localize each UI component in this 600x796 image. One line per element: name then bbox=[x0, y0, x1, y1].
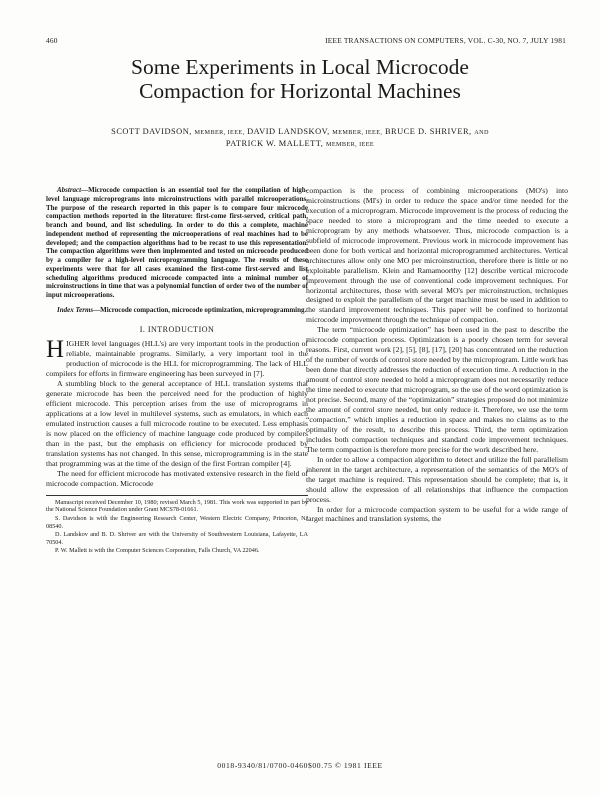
title-line-1: Some Experiments in Local Microcode bbox=[131, 55, 469, 79]
author-name: SCOTT DAVIDSON, bbox=[111, 127, 192, 136]
member-label: MEMBER, IEEE, bbox=[194, 129, 245, 136]
abstract-text: —Microcode compaction is an essential tool for the compilation of high-level language microprograms into microinstructions with parallel microoperations. The purpose of the research reported in this paper is to compare four microcode compaction methods reported in the literature: first-come first-served, critical path, branch and bound, and list scheduling. In order to do this a complete, machine independent method of representing the microoperations of real machines had to be developed; and the compaction algorithms had to be recast to use this representation. The compaction algorithms were then implemented and tested on microcode produced by a compiler for a high-level microprogramming language. The results of these experiments were that for all cases examined the first-come first-served and list scheduling algorithms produced microcode compacted into a minimal number of microinstructions in time that was a polynomial function of order two of the number of input microoperations. bbox=[46, 186, 308, 299]
right-column bbox=[306, 186, 568, 524]
abstract-label: Abstract bbox=[57, 186, 82, 194]
author-name: PATRICK W. MALLETT, bbox=[225, 139, 324, 148]
author-line-1 bbox=[40, 126, 560, 138]
abstract bbox=[46, 186, 308, 300]
author-line-2 bbox=[40, 138, 560, 150]
drop-cap: H bbox=[46, 336, 65, 364]
member-label: MEMBER, IEEE, bbox=[332, 129, 383, 136]
and-label: AND bbox=[474, 129, 489, 136]
member-label: MEMBER, IEEE bbox=[325, 141, 375, 148]
copyright-footer: 0018-9340/81/0700-0460$00.75 © 1981 IEEE bbox=[217, 761, 383, 770]
index-terms-text: —Microcode compaction, microcode optimization, microprogramming. bbox=[93, 305, 307, 314]
body-paragraph: In order to allow a compaction algorithm to detect and utilize the full parallelism inherent in the target architecture, a representation of the semantics of the MO's of the target machine is required. This representation should be complete; that is, it should allow the expression of all relationships that influence the compaction process. bbox=[306, 454, 568, 504]
section-heading: I. INTRODUCTION bbox=[139, 324, 215, 334]
title-line-2: Compaction for Horizontal Machines bbox=[139, 79, 461, 103]
body-paragraph: The term “microcode optimization” has been used in the past to describe the microcode compaction process. Optimization is a poorly chosen term for several reasons. First, current work [2], [5], [8], [17], [20] has concentrated on the reduction of the number of words of control store needed by the microprogram. Little work has been done that directly addresses the reduction of execution time. A reduction in the amount of control store needed to hold a microprogram does not necessarily reduce the time needed to execute that microprogram, so the use of the word optimization is not precise. Second, many of the “optimization” strategies proposed do not minimize the amount of control store needed, but only reduce it. Therefore, we use the term “compaction,” which implies a reduction in space and makes no claims as to the optimality of the result, to describe this process. Third, the term optimization includes both compaction techniques and standard code improvement techniques. The term compaction is therefore more precise for the work described here. bbox=[306, 325, 568, 454]
intro-paragraph-1 bbox=[46, 336, 308, 379]
journal-citation: IEEE TRANSACTIONS ON COMPUTERS, VOL. C-30, NO. 7, JULY 1981 bbox=[325, 36, 566, 45]
author-name: DAVID LANDSKOV, bbox=[247, 127, 330, 136]
footnote-author: P. W. Mallett is with the Computer Sciences Corporation, Falls Church, VA 22046. bbox=[55, 547, 260, 555]
author-list bbox=[40, 126, 560, 150]
author-name: BRUCE D. SHRIVER, bbox=[384, 127, 472, 136]
footnotes bbox=[46, 495, 308, 555]
index-terms-label: Index Terms bbox=[57, 305, 94, 314]
running-header bbox=[46, 36, 566, 48]
footnote-manuscript: Manuscript received December 10, 1980; revised March 5, 1981. This work was supported in part by the National Science Foundation under Grant MCS78-01661. bbox=[46, 498, 308, 514]
intro-paragraph-3: The need for efficient microcode has motivated extensive research in the field of microcode compaction. Microcode bbox=[46, 468, 308, 488]
footnote-author: S. Davidson is with the Engineering Research Center, Western Electric Company, Princeton, NJ 08540. bbox=[46, 514, 308, 530]
intro-paragraph-2: A stumbling block to the general acceptance of HLL translation systems that generate microcode has been the perceived need for the production of highly efficient microcode. This perception arises from the use of microprograms in applications at a low level in multilevel systems, such as emulators, in which each emulated instruction causes a full microcode routine to be executed. Less emphasis is now placed on the efficiency of machine language code produced by compilers than in the past, but the emphasis on efficiency for microcode produced by translation systems has not changed. In this sense, microprogramming is in the state that programming was at the time of the design of the first Fortran compiler [4]. bbox=[46, 379, 308, 468]
page-number: 460 bbox=[46, 36, 58, 45]
body-paragraph: In order for a microcode compaction system to be useful for a wide range of target machines and translation systems, the bbox=[306, 504, 568, 524]
paper-title bbox=[40, 55, 560, 103]
footnote-author: D. Landskov and B. D. Shriver are with the University of Southwestern Louisiana, Lafayette, LA 70504. bbox=[46, 531, 308, 546]
left-column bbox=[46, 186, 308, 556]
body-paragraph: compaction is the process of combining microoperations (MO's) into microinstructions (MI's) in order to reduce the space and/or time needed for the execution of a microprogram. Microcode improvement is the process of reducing the space needed to store a microprogram and the time needed to execute a microprogram by any methods whatsoever. Thus, microcode compaction is a subfield of microcode improvement. Previous work in microcode improvement has been done for both vertical and horizontal microprogrammed architectures. Vertical architectures allow only one MO per microinstruction, therefore there is little or no exploitable parallelism. Klein and Ramamoorthy [12] describe vertical microcode improvement through the use of conventional code improvement techniques. For horizontal architectures, those with several MO's per microinstruction, techniques designed to exploit the parallelism of the target machine must be used in addition to the standard improvement techniques. This paper will be confined to horizontal microcode improvement through the technique of compaction. bbox=[306, 186, 568, 325]
index-terms bbox=[46, 306, 308, 315]
intro-paragraph-1-text: IGHER level languages (HLL's) are very important tools in the production of reliable, maintainable programs. Similarly, a very important tool in the production of microcode is the HLL for microprogramming. The lack of HLL compilers for efforts in firmware engineering has been surveyed in [7]. bbox=[46, 339, 308, 379]
